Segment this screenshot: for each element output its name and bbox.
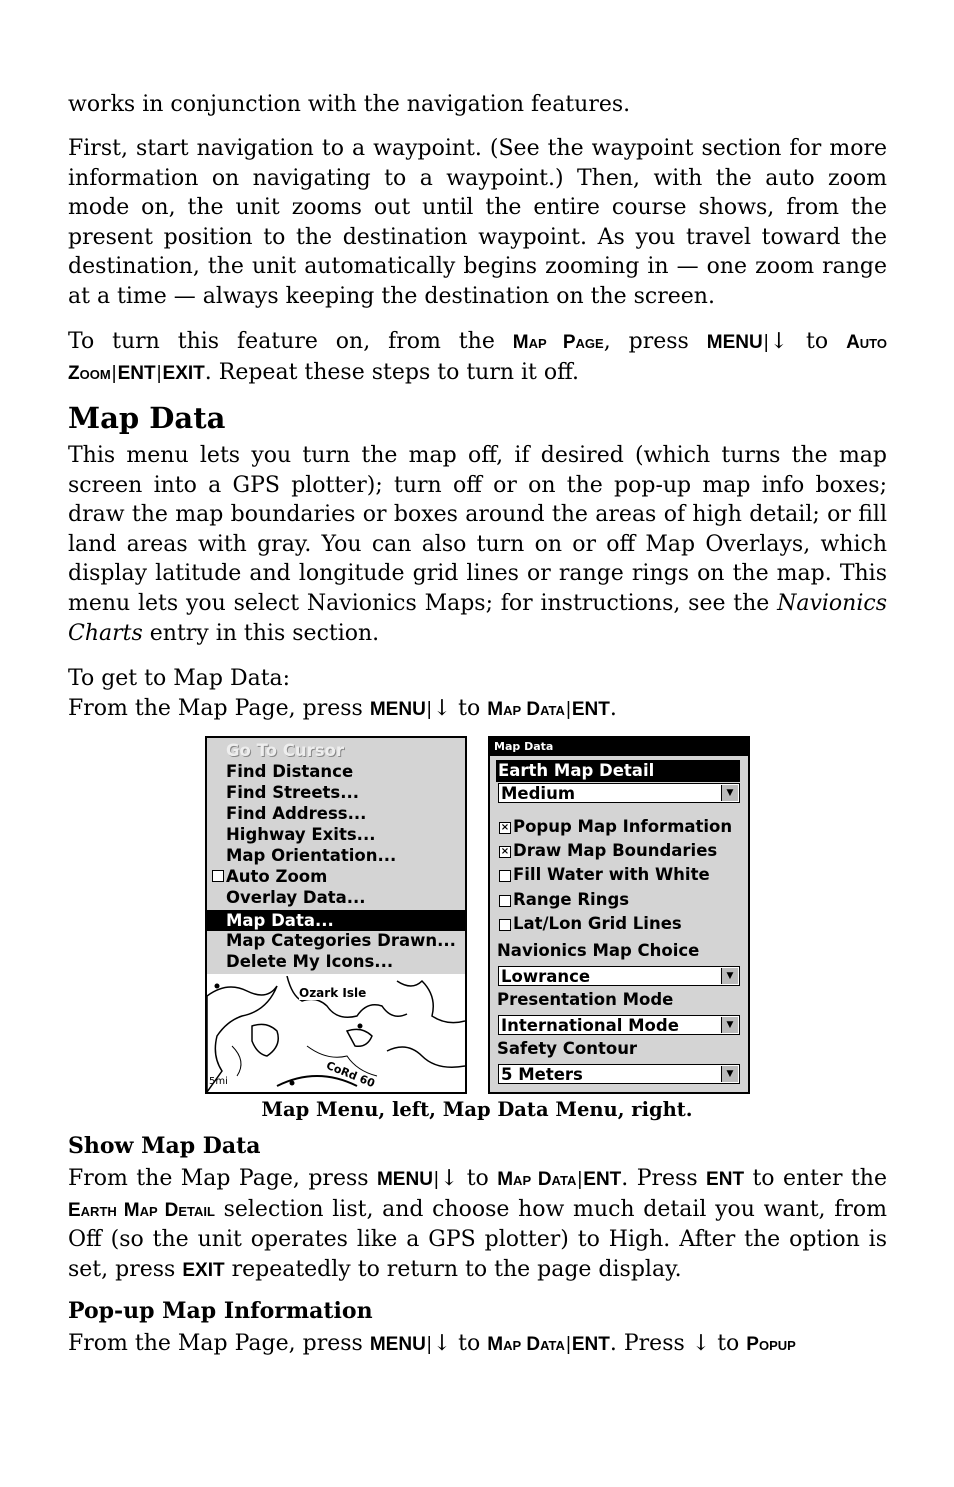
- map-menu-screen: [205, 736, 467, 1094]
- lat-lon-grid-label: Lat/Lon Grid Lines: [513, 914, 682, 933]
- map-menu: [207, 738, 465, 974]
- safety-contour-label: Safety Contour: [497, 1039, 638, 1058]
- menu-find-address[interactable]: Find Address...: [226, 804, 367, 823]
- map-data-header: Map Data: [490, 738, 748, 756]
- fill-water-label: Fill Water with White: [513, 865, 710, 884]
- earth-map-detail-select[interactable]: [498, 783, 740, 803]
- navionics-map-choice-value: Lowrance: [501, 967, 591, 986]
- chevron-down-icon: ▼: [721, 1017, 738, 1033]
- map-road-label: CoRd 60: [324, 1058, 377, 1091]
- navionics-map-choice-select[interactable]: [498, 966, 740, 986]
- popup-map-information-label: Popup Map Information: [513, 817, 733, 836]
- map-data-screen: [488, 736, 750, 1094]
- paragraph-popup-map-info: From the Map Page, press MENU|↓ to Map Data|ENT. Press ↓ to Popup: [68, 1331, 796, 1356]
- presentation-mode-value: International Mode: [501, 1016, 679, 1035]
- navionics-map-choice-label: Navionics Map Choice: [497, 941, 700, 960]
- safety-contour-value: 5 Meters: [501, 1065, 583, 1084]
- range-rings-label: Range Rings: [513, 890, 630, 909]
- paragraph-show-map-data: From the Map Page, press MENU|↓ to Map Data|ENT. Press ENT to enter the Earth Map Detail selection list, and choose how much detail you want, from Off (so the unit operates like a GPS plotter) to High. After the option is set, press EXIT repeatedly to return to the page display.: [68, 1166, 887, 1282]
- range-rings-checkbox[interactable]: [499, 895, 511, 907]
- paragraph-get-to: To get to Map Data: From the Map Page, press MENU|↓ to Map Data|ENT.: [68, 666, 617, 721]
- heading-show-map-data: Show Map Data: [68, 1133, 261, 1159]
- fill-water-checkbox[interactable]: [499, 870, 511, 882]
- menu-highway-exits[interactable]: Highway Exits...: [226, 825, 376, 844]
- intro-text: works in conjunction with the navigation features.: [68, 92, 631, 117]
- presentation-mode-select[interactable]: [498, 1015, 740, 1035]
- heading-popup-map-info: Pop-up Map Information: [68, 1298, 373, 1324]
- chevron-down-icon: ▼: [721, 1066, 738, 1082]
- lat-lon-grid-checkbox[interactable]: [499, 919, 511, 931]
- menu-find-streets[interactable]: Find Streets...: [226, 783, 360, 802]
- chevron-down-icon: ▼: [721, 968, 738, 984]
- draw-map-boundaries-checkbox[interactable]: ×: [500, 846, 510, 857]
- draw-map-boundaries-label: Draw Map Boundaries: [513, 841, 718, 860]
- menu-map-categories-drawn[interactable]: Map Categories Drawn...: [226, 931, 456, 950]
- menu-find-distance[interactable]: Find Distance: [226, 762, 354, 781]
- paragraph-map-data: This menu lets you turn the map off, if desired (which turns the map screen into a GPS plotter); turn off or on the pop-up map info boxes; draw the map boundaries or boxes around the areas of high detail; or fill land areas with gray. You can also turn on or off Map Overlays, which display latitude and longitude grid lines or range rings on the map. This menu lets you select Navionics Maps; for instructions, see the Navionics Charts entry in this section.: [68, 443, 887, 646]
- earth-map-detail-value: Medium: [501, 784, 576, 803]
- earth-map-detail-label: Earth Map Detail: [496, 760, 740, 782]
- figure-caption: Map Menu, left, Map Data Menu, right.: [261, 1098, 693, 1121]
- menu-auto-zoom[interactable]: Auto Zoom: [226, 867, 328, 886]
- paragraph-auto-zoom: First, start navigation to a waypoint. (See the waypoint section for more information on navigating to a waypoint.) Then, with the auto zoom mode on, the unit zooms out until the entire course shows, from the present position to the destination waypoint. As you travel toward the destination, the unit automatically begins zooming in — one zoom range at a time — always keeping the destination on the screen.: [68, 136, 887, 309]
- map-place-label: Ozark Isle: [299, 986, 367, 1000]
- presentation-mode-label: Presentation Mode: [497, 990, 674, 1009]
- paragraph-turn-on: To turn this feature on, from the Map Page, press MENU|↓ to Auto Zoom|ENT|EXIT. Repeat these steps to turn it off.: [68, 329, 887, 385]
- menu-map-data[interactable]: Map Data...: [207, 910, 465, 931]
- safety-contour-select[interactable]: [498, 1064, 740, 1084]
- heading-map-data: Map Data: [68, 401, 226, 435]
- chevron-down-icon: ▼: [721, 785, 738, 801]
- menu-delete-my-icons[interactable]: Delete My Icons...: [226, 952, 394, 971]
- map-view[interactable]: [207, 976, 465, 1092]
- menu-overlay-data[interactable]: Overlay Data...: [226, 888, 366, 907]
- menu-map-orientation[interactable]: Map Orientation...: [226, 846, 397, 865]
- menu-go-to-cursor: Go To Cursor: [226, 741, 345, 760]
- popup-map-information-checkbox[interactable]: ×: [500, 822, 510, 833]
- auto-zoom-checkbox[interactable]: [212, 870, 224, 882]
- map-scale-label: 5mi: [209, 1076, 228, 1087]
